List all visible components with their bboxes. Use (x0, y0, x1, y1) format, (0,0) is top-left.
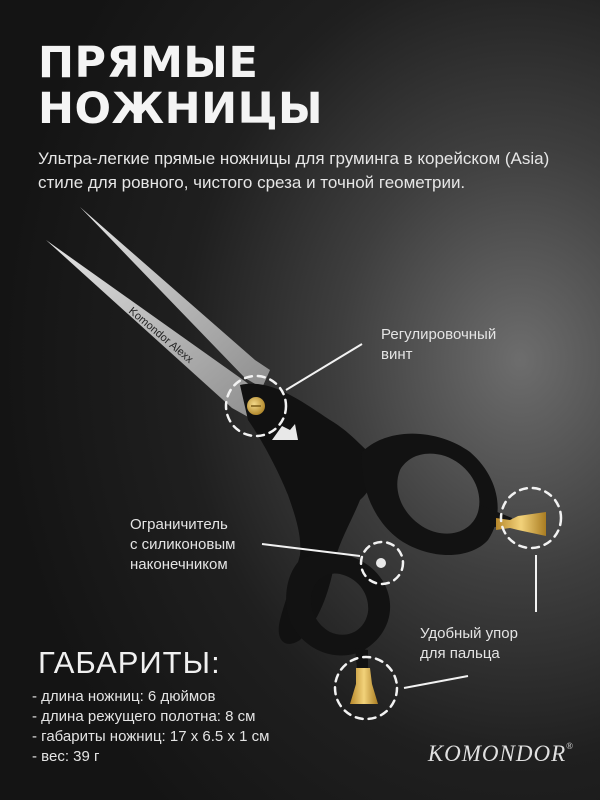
stopper-label-line-1: Ограничитель (130, 516, 228, 533)
title-line-1: ПРЯМЫЕ (38, 38, 259, 88)
stopper-callout-label (130, 515, 235, 575)
product-description: Ультра-легкие прямые ножницы для груминга в корейском (Asia) стиле для ровного, чистого среза и точной геометрии. (38, 149, 550, 192)
screw-callout-label (381, 325, 496, 365)
title-line-2: НОЖНИЦЫ (38, 84, 324, 134)
dimensions-title: ГАБАРИТЫ: (38, 645, 221, 680)
rest-label-line-1: Удобный упор (420, 625, 518, 642)
stopper-label-line-3: наконечником (130, 556, 228, 573)
thumb-ring (286, 553, 390, 655)
screw-leader-line (286, 344, 362, 390)
finger-rest-bottom-icon (350, 668, 378, 704)
finger-rest-callout-label (420, 624, 518, 664)
page-title (38, 40, 323, 132)
screw-label-line-1: Регулировочный (381, 326, 497, 343)
dimensions-list (32, 687, 269, 767)
finger-ring (362, 434, 498, 555)
rest-bottom-leader-line (404, 676, 468, 688)
dimension-item: - вес: 39 г (32, 747, 269, 767)
dimension-item: - габариты ножниц: 17 х 6.5 х 1 см (32, 727, 269, 747)
registered-mark: ® (566, 741, 574, 751)
screw-label-line-2: винт (381, 346, 413, 363)
brand-name: KOMONDOR (427, 741, 567, 766)
dimension-item: - длина режущего полотна: 8 см (32, 707, 269, 727)
brand-logo (428, 741, 574, 767)
dimension-item: - длина ножниц: 6 дюймов (32, 687, 269, 707)
upper-blade (80, 207, 270, 388)
stopper-label-line-2: с силиконовым (130, 536, 236, 553)
stopper-icon (376, 558, 386, 568)
rest-label-line-2: для пальца (420, 645, 500, 662)
blade-engraving: Komondor Alexx (126, 305, 196, 366)
